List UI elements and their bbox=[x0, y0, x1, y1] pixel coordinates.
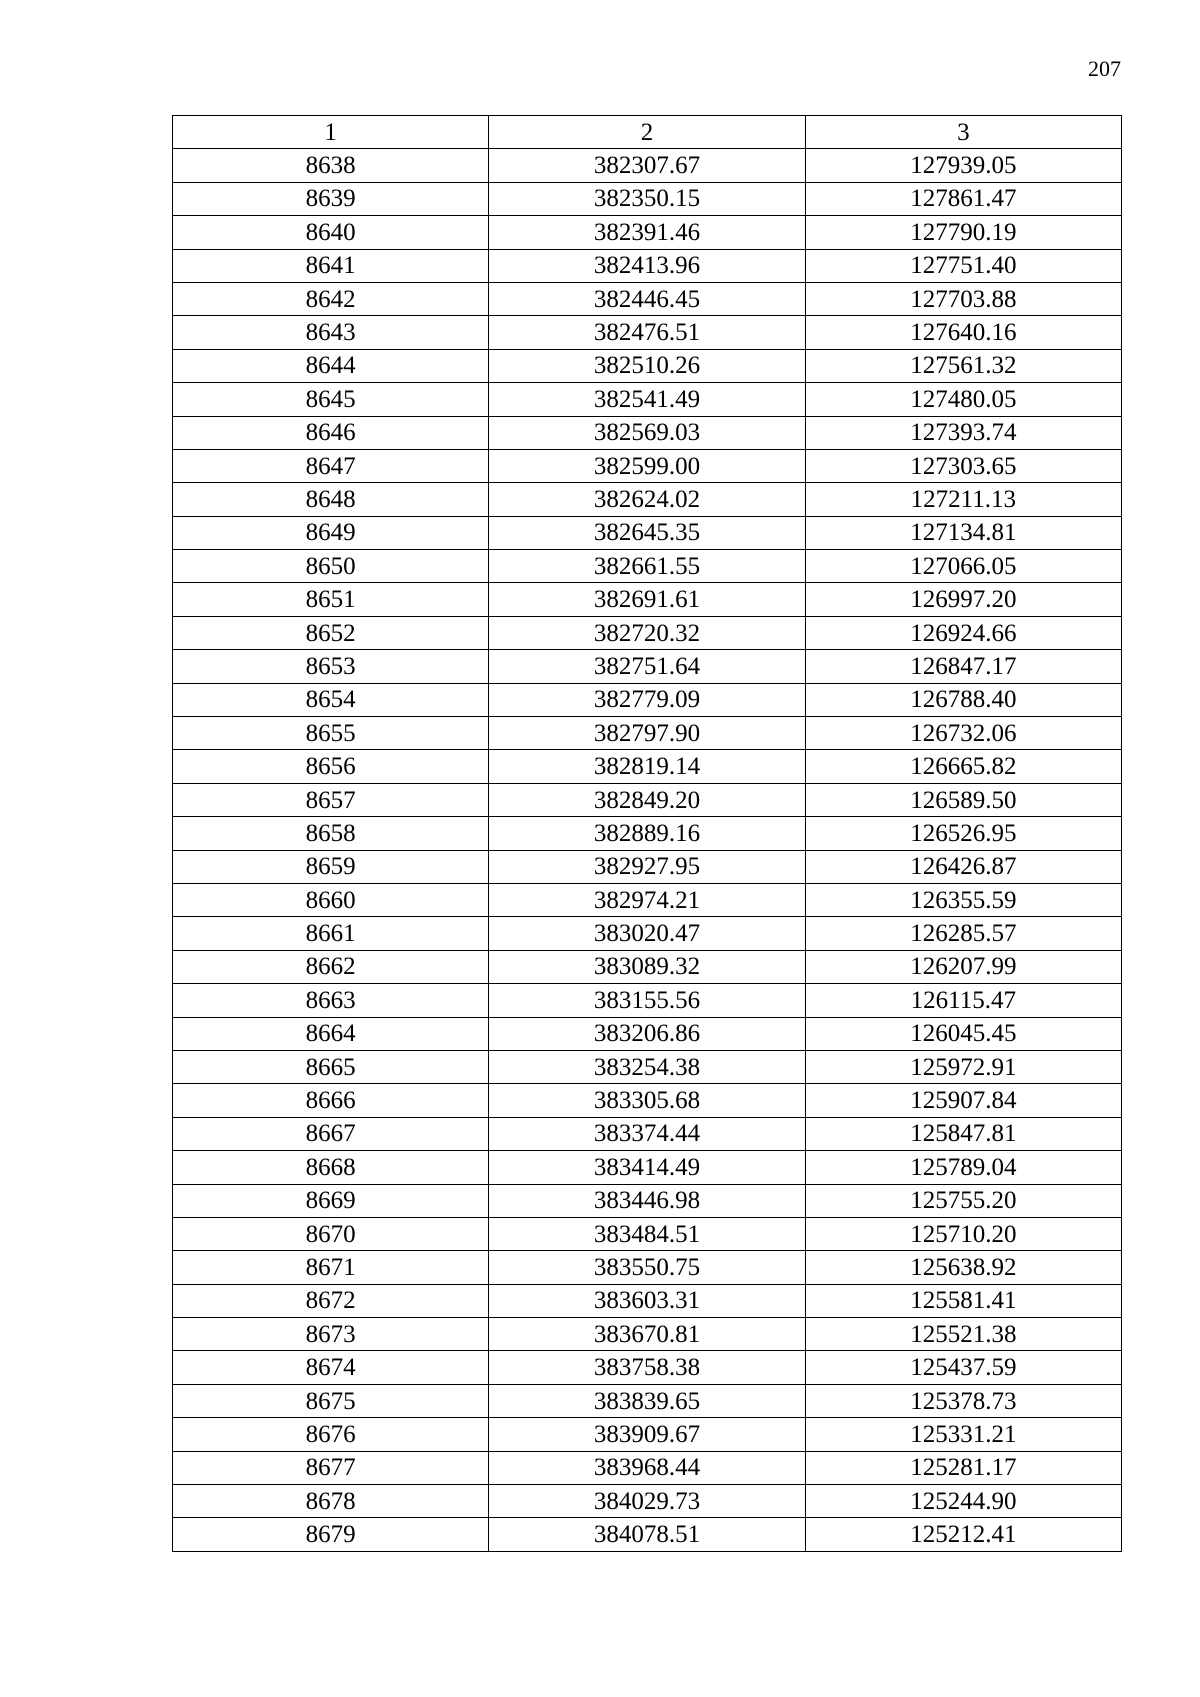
point-number-cell: 8651 bbox=[173, 583, 489, 616]
x-coordinate-cell: 384078.51 bbox=[489, 1518, 805, 1551]
point-number-cell: 8667 bbox=[173, 1117, 489, 1150]
point-number-cell: 8677 bbox=[173, 1451, 489, 1484]
x-coordinate-cell: 382624.02 bbox=[489, 483, 805, 516]
y-coordinate-cell: 125212.41 bbox=[805, 1518, 1121, 1551]
y-coordinate-cell: 125378.73 bbox=[805, 1384, 1121, 1417]
point-number-cell: 8648 bbox=[173, 483, 489, 516]
y-coordinate-cell: 127211.13 bbox=[805, 483, 1121, 516]
table-row bbox=[173, 1351, 1122, 1384]
point-number-cell: 8676 bbox=[173, 1418, 489, 1451]
x-coordinate-cell: 383089.32 bbox=[489, 950, 805, 983]
point-number-cell: 8675 bbox=[173, 1384, 489, 1417]
table-row bbox=[173, 282, 1122, 315]
point-number-cell: 8656 bbox=[173, 750, 489, 783]
y-coordinate-cell: 126355.59 bbox=[805, 883, 1121, 916]
table-row bbox=[173, 1050, 1122, 1083]
x-coordinate-cell: 383020.47 bbox=[489, 917, 805, 950]
y-coordinate-cell: 127751.40 bbox=[805, 249, 1121, 282]
point-number-cell: 8674 bbox=[173, 1351, 489, 1384]
x-coordinate-cell: 382927.95 bbox=[489, 850, 805, 883]
table-row bbox=[173, 1451, 1122, 1484]
y-coordinate-cell: 125907.84 bbox=[805, 1084, 1121, 1117]
y-coordinate-cell: 127561.32 bbox=[805, 349, 1121, 382]
table-row bbox=[173, 683, 1122, 716]
table-row bbox=[173, 1384, 1122, 1417]
table-row bbox=[173, 216, 1122, 249]
point-number-cell: 8654 bbox=[173, 683, 489, 716]
table-row bbox=[173, 1117, 1122, 1150]
table-row bbox=[173, 950, 1122, 983]
y-coordinate-cell: 127303.65 bbox=[805, 449, 1121, 482]
table-row bbox=[173, 1518, 1122, 1551]
x-coordinate-cell: 382391.46 bbox=[489, 216, 805, 249]
table-row bbox=[173, 182, 1122, 215]
table-row bbox=[173, 1017, 1122, 1050]
y-coordinate-cell: 126732.06 bbox=[805, 717, 1121, 750]
x-coordinate-cell: 383374.44 bbox=[489, 1117, 805, 1150]
table-row bbox=[173, 817, 1122, 850]
x-coordinate-cell: 382446.45 bbox=[489, 282, 805, 315]
point-number-cell: 8661 bbox=[173, 917, 489, 950]
point-number-cell: 8640 bbox=[173, 216, 489, 249]
x-coordinate-cell: 383254.38 bbox=[489, 1050, 805, 1083]
x-coordinate-cell: 382720.32 bbox=[489, 616, 805, 649]
y-coordinate-cell: 127134.81 bbox=[805, 516, 1121, 549]
x-coordinate-cell: 383206.86 bbox=[489, 1017, 805, 1050]
page-number: 207 bbox=[1088, 56, 1121, 81]
point-number-cell: 8670 bbox=[173, 1217, 489, 1250]
x-coordinate-cell: 383758.38 bbox=[489, 1351, 805, 1384]
column-header-1: 1 bbox=[173, 116, 489, 149]
y-coordinate-cell: 127703.88 bbox=[805, 282, 1121, 315]
point-number-cell: 8649 bbox=[173, 516, 489, 549]
point-number-cell: 8653 bbox=[173, 650, 489, 683]
y-coordinate-cell: 125581.41 bbox=[805, 1284, 1121, 1317]
y-coordinate-cell: 126426.87 bbox=[805, 850, 1121, 883]
y-coordinate-cell: 126924.66 bbox=[805, 616, 1121, 649]
table-row bbox=[173, 316, 1122, 349]
y-coordinate-cell: 127393.74 bbox=[805, 416, 1121, 449]
y-coordinate-cell: 125437.59 bbox=[805, 1351, 1121, 1384]
y-coordinate-cell: 125281.17 bbox=[805, 1451, 1121, 1484]
y-coordinate-cell: 125972.91 bbox=[805, 1050, 1121, 1083]
x-coordinate-cell: 383603.31 bbox=[489, 1284, 805, 1317]
table-header-row bbox=[173, 116, 1122, 149]
table-body bbox=[173, 116, 1122, 1552]
point-number-cell: 8658 bbox=[173, 817, 489, 850]
x-coordinate-cell: 383968.44 bbox=[489, 1451, 805, 1484]
x-coordinate-cell: 382350.15 bbox=[489, 182, 805, 215]
table-row bbox=[173, 449, 1122, 482]
table-row bbox=[173, 516, 1122, 549]
x-coordinate-cell: 383670.81 bbox=[489, 1318, 805, 1351]
point-number-cell: 8652 bbox=[173, 616, 489, 649]
table-row bbox=[173, 249, 1122, 282]
table-row bbox=[173, 984, 1122, 1017]
x-coordinate-cell: 382599.00 bbox=[489, 449, 805, 482]
y-coordinate-cell: 125244.90 bbox=[805, 1485, 1121, 1518]
column-header-3: 3 bbox=[805, 116, 1121, 149]
x-coordinate-cell: 382797.90 bbox=[489, 717, 805, 750]
y-coordinate-cell: 127790.19 bbox=[805, 216, 1121, 249]
table-row bbox=[173, 583, 1122, 616]
x-coordinate-cell: 384029.73 bbox=[489, 1485, 805, 1518]
x-coordinate-cell: 383446.98 bbox=[489, 1184, 805, 1217]
y-coordinate-cell: 125755.20 bbox=[805, 1184, 1121, 1217]
table-row bbox=[173, 1151, 1122, 1184]
table-row bbox=[173, 783, 1122, 816]
point-number-cell: 8647 bbox=[173, 449, 489, 482]
table-row bbox=[173, 1217, 1122, 1250]
y-coordinate-cell: 126788.40 bbox=[805, 683, 1121, 716]
x-coordinate-cell: 382661.55 bbox=[489, 550, 805, 583]
point-number-cell: 8641 bbox=[173, 249, 489, 282]
point-number-cell: 8646 bbox=[173, 416, 489, 449]
table-row bbox=[173, 149, 1122, 182]
y-coordinate-cell: 125789.04 bbox=[805, 1151, 1121, 1184]
x-coordinate-cell: 382510.26 bbox=[489, 349, 805, 382]
point-number-cell: 8662 bbox=[173, 950, 489, 983]
y-coordinate-cell: 126207.99 bbox=[805, 950, 1121, 983]
x-coordinate-cell: 382645.35 bbox=[489, 516, 805, 549]
y-coordinate-cell: 126045.45 bbox=[805, 1017, 1121, 1050]
point-number-cell: 8643 bbox=[173, 316, 489, 349]
x-coordinate-cell: 382974.21 bbox=[489, 883, 805, 916]
x-coordinate-cell: 383484.51 bbox=[489, 1217, 805, 1250]
point-number-cell: 8657 bbox=[173, 783, 489, 816]
table-row bbox=[173, 483, 1122, 516]
y-coordinate-cell: 126997.20 bbox=[805, 583, 1121, 616]
table-row bbox=[173, 650, 1122, 683]
point-number-cell: 8678 bbox=[173, 1485, 489, 1518]
point-number-cell: 8663 bbox=[173, 984, 489, 1017]
table-row bbox=[173, 349, 1122, 382]
point-number-cell: 8642 bbox=[173, 282, 489, 315]
coordinates-table bbox=[172, 115, 1122, 1552]
table-row bbox=[173, 1184, 1122, 1217]
table-row bbox=[173, 1318, 1122, 1351]
x-coordinate-cell: 382569.03 bbox=[489, 416, 805, 449]
y-coordinate-cell: 126115.47 bbox=[805, 984, 1121, 1017]
table-row bbox=[173, 1251, 1122, 1284]
table-row bbox=[173, 917, 1122, 950]
y-coordinate-cell: 125331.21 bbox=[805, 1418, 1121, 1451]
table-row bbox=[173, 616, 1122, 649]
point-number-cell: 8650 bbox=[173, 550, 489, 583]
x-coordinate-cell: 383155.56 bbox=[489, 984, 805, 1017]
table-row bbox=[173, 383, 1122, 416]
x-coordinate-cell: 383909.67 bbox=[489, 1418, 805, 1451]
point-number-cell: 8666 bbox=[173, 1084, 489, 1117]
point-number-cell: 8644 bbox=[173, 349, 489, 382]
point-number-cell: 8639 bbox=[173, 182, 489, 215]
x-coordinate-cell: 382691.61 bbox=[489, 583, 805, 616]
y-coordinate-cell: 125847.81 bbox=[805, 1117, 1121, 1150]
point-number-cell: 8671 bbox=[173, 1251, 489, 1284]
table-row bbox=[173, 850, 1122, 883]
table-row bbox=[173, 550, 1122, 583]
table-row bbox=[173, 883, 1122, 916]
point-number-cell: 8665 bbox=[173, 1050, 489, 1083]
y-coordinate-cell: 127640.16 bbox=[805, 316, 1121, 349]
column-header-2: 2 bbox=[489, 116, 805, 149]
x-coordinate-cell: 382819.14 bbox=[489, 750, 805, 783]
table-row bbox=[173, 1084, 1122, 1117]
x-coordinate-cell: 382751.64 bbox=[489, 650, 805, 683]
x-coordinate-cell: 383550.75 bbox=[489, 1251, 805, 1284]
y-coordinate-cell: 125521.38 bbox=[805, 1318, 1121, 1351]
table-row bbox=[173, 750, 1122, 783]
table-row bbox=[173, 717, 1122, 750]
y-coordinate-cell: 126285.57 bbox=[805, 917, 1121, 950]
y-coordinate-cell: 126589.50 bbox=[805, 783, 1121, 816]
x-coordinate-cell: 382307.67 bbox=[489, 149, 805, 182]
x-coordinate-cell: 382476.51 bbox=[489, 316, 805, 349]
point-number-cell: 8638 bbox=[173, 149, 489, 182]
x-coordinate-cell: 382889.16 bbox=[489, 817, 805, 850]
point-number-cell: 8669 bbox=[173, 1184, 489, 1217]
x-coordinate-cell: 383839.65 bbox=[489, 1384, 805, 1417]
point-number-cell: 8645 bbox=[173, 383, 489, 416]
point-number-cell: 8659 bbox=[173, 850, 489, 883]
y-coordinate-cell: 125638.92 bbox=[805, 1251, 1121, 1284]
point-number-cell: 8660 bbox=[173, 883, 489, 916]
table-row bbox=[173, 1485, 1122, 1518]
x-coordinate-cell: 382541.49 bbox=[489, 383, 805, 416]
y-coordinate-cell: 125710.20 bbox=[805, 1217, 1121, 1250]
y-coordinate-cell: 126847.17 bbox=[805, 650, 1121, 683]
y-coordinate-cell: 127066.05 bbox=[805, 550, 1121, 583]
point-number-cell: 8672 bbox=[173, 1284, 489, 1317]
x-coordinate-cell: 382779.09 bbox=[489, 683, 805, 716]
x-coordinate-cell: 383414.49 bbox=[489, 1151, 805, 1184]
table-row bbox=[173, 1284, 1122, 1317]
y-coordinate-cell: 126665.82 bbox=[805, 750, 1121, 783]
y-coordinate-cell: 127861.47 bbox=[805, 182, 1121, 215]
x-coordinate-cell: 383305.68 bbox=[489, 1084, 805, 1117]
table-row bbox=[173, 1418, 1122, 1451]
y-coordinate-cell: 127939.05 bbox=[805, 149, 1121, 182]
table-row bbox=[173, 416, 1122, 449]
point-number-cell: 8673 bbox=[173, 1318, 489, 1351]
x-coordinate-cell: 382413.96 bbox=[489, 249, 805, 282]
x-coordinate-cell: 382849.20 bbox=[489, 783, 805, 816]
point-number-cell: 8664 bbox=[173, 1017, 489, 1050]
point-number-cell: 8668 bbox=[173, 1151, 489, 1184]
y-coordinate-cell: 126526.95 bbox=[805, 817, 1121, 850]
point-number-cell: 8655 bbox=[173, 717, 489, 750]
point-number-cell: 8679 bbox=[173, 1518, 489, 1551]
y-coordinate-cell: 127480.05 bbox=[805, 383, 1121, 416]
